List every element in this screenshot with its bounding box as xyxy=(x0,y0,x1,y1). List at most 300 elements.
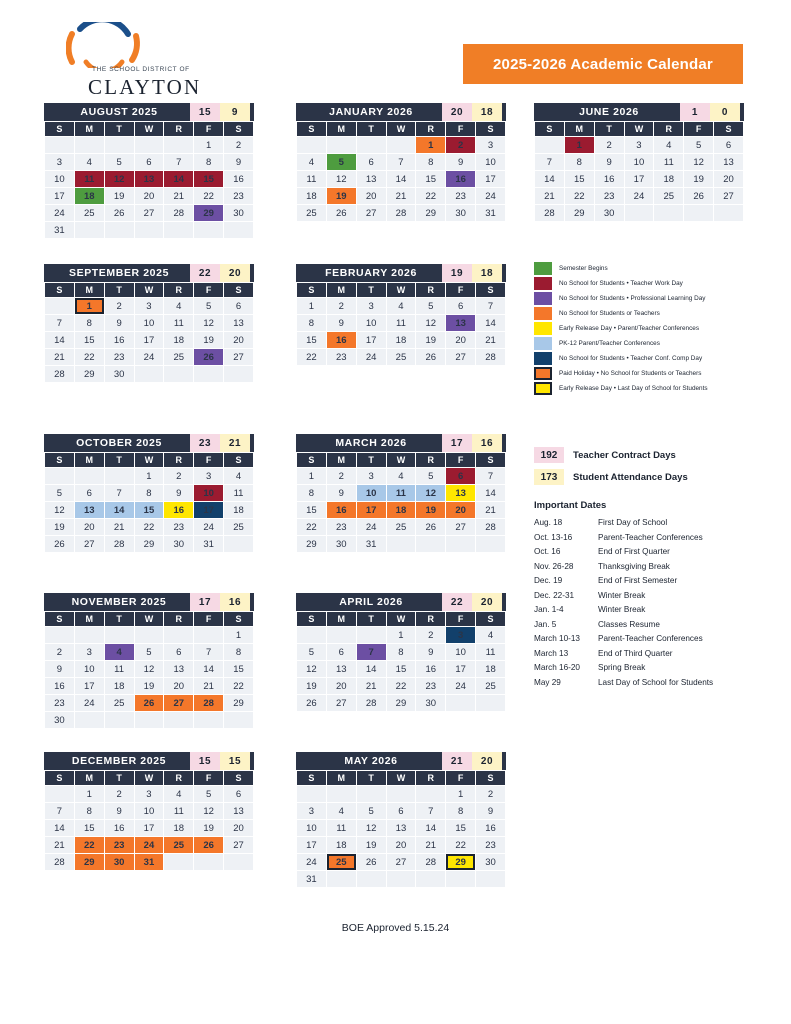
day-cell: 17 xyxy=(356,502,386,519)
weekday-header: T xyxy=(356,283,386,298)
day-cell: 22 xyxy=(74,349,104,366)
day-cell: 22 xyxy=(386,678,416,695)
month-block xyxy=(44,103,254,239)
weekday-header: R xyxy=(416,122,446,137)
week-row xyxy=(297,644,506,661)
day-cell: 2 xyxy=(476,786,506,803)
weekday-header: F xyxy=(446,122,476,137)
day-cell: 31 xyxy=(134,854,164,871)
month-header xyxy=(44,264,254,282)
student-days-count: 20 xyxy=(220,264,250,282)
month-name: FEBRUARY 2026 xyxy=(325,267,417,279)
day-cell: 14 xyxy=(194,661,224,678)
weekday-header: R xyxy=(164,283,194,298)
day-cell: 19 xyxy=(104,188,134,205)
empty-day-cell xyxy=(714,205,744,222)
weekday-header: T xyxy=(104,771,134,786)
empty-day-cell xyxy=(326,137,356,154)
month-header xyxy=(44,103,254,121)
legend-color-swatch xyxy=(534,262,552,275)
page-title: 2025-2026 Academic Calendar xyxy=(493,55,713,73)
day-cell: 23 xyxy=(45,695,75,712)
week-row xyxy=(297,332,506,349)
month-header xyxy=(44,434,254,452)
day-counts xyxy=(534,447,749,491)
day-cell: 23 xyxy=(476,837,506,854)
day-cell: 25 xyxy=(164,837,194,854)
month-table xyxy=(296,611,506,712)
weekday-header: S xyxy=(476,612,506,627)
day-cell: 20 xyxy=(74,519,104,536)
month-table xyxy=(44,121,254,239)
day-cell: 12 xyxy=(194,315,224,332)
weekday-header: T xyxy=(356,612,386,627)
day-cell: 2 xyxy=(326,468,356,485)
day-cell: 1 xyxy=(564,137,594,154)
day-cell: 26 xyxy=(684,188,714,205)
day-cell: 19 xyxy=(194,820,224,837)
empty-day-cell xyxy=(134,712,164,729)
day-cell: 15 xyxy=(134,502,164,519)
important-date-description: Winter Break xyxy=(598,605,646,615)
day-cell: 23 xyxy=(224,188,254,205)
day-cell: 2 xyxy=(594,137,624,154)
day-cell: 5 xyxy=(194,786,224,803)
week-row xyxy=(297,468,506,485)
student-days-count: 18 xyxy=(472,264,502,282)
day-cell: 29 xyxy=(74,854,104,871)
important-date-label: Nov. 26-28 xyxy=(534,561,574,571)
weekday-header: R xyxy=(164,612,194,627)
month-table xyxy=(44,611,254,729)
day-cell: 30 xyxy=(164,536,194,553)
day-cell: 19 xyxy=(45,519,75,536)
empty-day-cell xyxy=(386,786,416,803)
day-cell: 6 xyxy=(134,154,164,171)
day-cell: 11 xyxy=(164,315,194,332)
day-cell: 2 xyxy=(446,137,476,154)
day-cell: 25 xyxy=(224,519,254,536)
day-cell: 10 xyxy=(134,315,164,332)
month-name: AUGUST 2025 xyxy=(80,106,158,118)
empty-day-cell xyxy=(416,871,446,888)
month-header xyxy=(296,103,506,121)
month-name: SEPTEMBER 2025 xyxy=(68,267,170,279)
weekday-header: S xyxy=(714,122,744,137)
day-cell: 20 xyxy=(386,837,416,854)
empty-day-cell xyxy=(74,222,104,239)
day-cell: 4 xyxy=(476,627,506,644)
day-cell: 29 xyxy=(386,695,416,712)
day-cell: 20 xyxy=(164,678,194,695)
day-cell: 17 xyxy=(45,188,75,205)
weekday-header: M xyxy=(74,771,104,786)
weekday-header: S xyxy=(224,122,254,137)
empty-day-cell xyxy=(326,786,356,803)
empty-day-cell xyxy=(416,536,446,553)
important-date-label: Oct. 13-16 xyxy=(534,532,573,542)
day-cell: 15 xyxy=(297,332,327,349)
day-cell: 5 xyxy=(134,644,164,661)
day-cell: 31 xyxy=(194,536,224,553)
day-cell: 12 xyxy=(326,171,356,188)
month-block xyxy=(296,752,506,888)
legend-label: No School for Students • Teacher Conf. Comp Day xyxy=(559,354,703,362)
important-date-row xyxy=(534,649,764,658)
day-cell: 23 xyxy=(104,349,134,366)
day-cell: 7 xyxy=(416,803,446,820)
weekday-header: R xyxy=(654,122,684,137)
empty-day-cell xyxy=(45,137,75,154)
day-cell: 17 xyxy=(297,837,327,854)
empty-day-cell xyxy=(476,536,506,553)
district-logo xyxy=(44,22,224,99)
day-cell: 21 xyxy=(45,837,75,854)
logo-wordmark: CLAYTON xyxy=(88,75,202,99)
day-cell: 7 xyxy=(476,468,506,485)
day-cell: 13 xyxy=(446,485,476,502)
day-cell: 16 xyxy=(104,820,134,837)
week-row xyxy=(45,222,254,239)
legend-color-swatch xyxy=(534,292,552,305)
day-cell: 20 xyxy=(356,188,386,205)
day-cell: 29 xyxy=(446,854,476,871)
day-cell: 22 xyxy=(224,678,254,695)
day-cell: 18 xyxy=(386,332,416,349)
week-row xyxy=(45,644,254,661)
day-cell: 14 xyxy=(164,171,194,188)
day-cell: 20 xyxy=(446,332,476,349)
footer-note: BOE Approved 5.15.24 xyxy=(341,922,450,934)
weekday-header: W xyxy=(386,453,416,468)
day-cell: 25 xyxy=(386,349,416,366)
day-cell: 13 xyxy=(134,171,164,188)
day-cell: 18 xyxy=(74,188,104,205)
day-cell: 28 xyxy=(194,695,224,712)
day-cell: 28 xyxy=(45,366,75,383)
important-date-description: Thanksgiving Break xyxy=(598,561,670,571)
day-cell: 2 xyxy=(164,468,194,485)
weekday-header: M xyxy=(326,122,356,137)
weekday-header: S xyxy=(224,453,254,468)
weekday-header: M xyxy=(74,283,104,298)
day-cell: 19 xyxy=(134,678,164,695)
day-cell: 28 xyxy=(386,205,416,222)
day-cell: 30 xyxy=(224,205,254,222)
day-cell: 3 xyxy=(356,468,386,485)
day-cell: 8 xyxy=(297,315,327,332)
day-cell: 26 xyxy=(416,519,446,536)
day-cell: 7 xyxy=(476,298,506,315)
week-row xyxy=(297,315,506,332)
day-cell: 22 xyxy=(416,188,446,205)
important-dates xyxy=(534,500,764,692)
day-cell: 21 xyxy=(476,332,506,349)
count-label: Teacher Contract Days xyxy=(573,449,676,461)
day-cell: 11 xyxy=(386,315,416,332)
day-cell: 18 xyxy=(476,661,506,678)
weekday-header: W xyxy=(386,283,416,298)
week-row xyxy=(45,349,254,366)
day-cell: 14 xyxy=(416,820,446,837)
month-table xyxy=(296,452,506,553)
weekday-header: R xyxy=(416,771,446,786)
week-row xyxy=(297,154,506,171)
week-row xyxy=(45,536,254,553)
day-cell: 16 xyxy=(326,502,356,519)
weekday-header: F xyxy=(446,283,476,298)
day-cell: 6 xyxy=(386,803,416,820)
day-cell: 4 xyxy=(386,298,416,315)
month-block xyxy=(44,593,254,729)
empty-day-cell xyxy=(164,366,194,383)
day-cell: 21 xyxy=(386,188,416,205)
day-cell: 9 xyxy=(164,485,194,502)
day-cell: 16 xyxy=(164,502,194,519)
weekday-header: F xyxy=(194,122,224,137)
day-cell: 27 xyxy=(446,519,476,536)
day-cell: 30 xyxy=(104,854,134,871)
day-cell: 30 xyxy=(326,536,356,553)
day-cell: 7 xyxy=(45,315,75,332)
empty-day-cell xyxy=(224,712,254,729)
month-table xyxy=(296,282,506,366)
month-name: JANUARY 2026 xyxy=(329,106,413,118)
day-cell: 13 xyxy=(224,315,254,332)
important-date-description: End of Third Quarter xyxy=(598,648,673,658)
day-cell: 20 xyxy=(326,678,356,695)
day-cell: 8 xyxy=(194,154,224,171)
day-cell: 6 xyxy=(164,644,194,661)
weekday-header: T xyxy=(104,283,134,298)
day-cell: 3 xyxy=(297,803,327,820)
day-cell: 18 xyxy=(224,502,254,519)
empty-day-cell xyxy=(74,468,104,485)
day-cell: 12 xyxy=(194,803,224,820)
day-cell: 13 xyxy=(386,820,416,837)
empty-day-cell xyxy=(224,854,254,871)
empty-day-cell xyxy=(684,205,714,222)
day-cell: 1 xyxy=(297,298,327,315)
empty-day-cell xyxy=(446,536,476,553)
legend-row xyxy=(534,337,749,350)
empty-day-cell xyxy=(45,786,75,803)
day-cell: 29 xyxy=(416,205,446,222)
day-cell: 26 xyxy=(45,536,75,553)
day-cell: 2 xyxy=(416,627,446,644)
day-cell: 21 xyxy=(164,188,194,205)
day-cell: 1 xyxy=(446,786,476,803)
day-cell: 19 xyxy=(416,332,446,349)
day-cell: 29 xyxy=(297,536,327,553)
teacher-days-count: 21 xyxy=(442,752,472,770)
week-row xyxy=(297,349,506,366)
day-cell: 17 xyxy=(476,171,506,188)
week-row xyxy=(297,485,506,502)
student-days-count: 20 xyxy=(472,752,502,770)
month-table xyxy=(44,282,254,383)
logo-arc-icon xyxy=(66,22,142,68)
weekday-header: F xyxy=(194,771,224,786)
day-cell: 12 xyxy=(297,661,327,678)
important-date-label: Dec. 22-31 xyxy=(534,590,575,600)
important-date-row xyxy=(534,678,764,687)
weekday-header: M xyxy=(326,771,356,786)
empty-day-cell xyxy=(356,627,386,644)
day-cell: 22 xyxy=(74,837,104,854)
day-cell: 14 xyxy=(45,820,75,837)
day-cell: 15 xyxy=(416,171,446,188)
legend-label: Early Release Day • Parent/Teacher Conferences xyxy=(559,324,700,332)
day-cell: 16 xyxy=(224,171,254,188)
day-cell: 5 xyxy=(104,154,134,171)
month-table xyxy=(296,121,506,222)
empty-day-cell xyxy=(74,627,104,644)
day-cell: 13 xyxy=(164,661,194,678)
teacher-days-count: 15 xyxy=(190,752,220,770)
day-cell: 24 xyxy=(356,519,386,536)
day-cell: 5 xyxy=(297,644,327,661)
day-cell: 9 xyxy=(476,803,506,820)
week-row xyxy=(45,695,254,712)
empty-day-cell xyxy=(104,627,134,644)
legend xyxy=(534,262,749,397)
count-value: 173 xyxy=(534,469,564,485)
day-cell: 27 xyxy=(224,349,254,366)
day-cell: 1 xyxy=(416,137,446,154)
week-row xyxy=(45,366,254,383)
day-cell: 3 xyxy=(134,786,164,803)
weekday-header: S xyxy=(297,453,327,468)
day-cell: 24 xyxy=(297,854,327,871)
week-row xyxy=(535,188,744,205)
day-cell: 5 xyxy=(416,298,446,315)
month-block xyxy=(296,593,506,712)
empty-day-cell xyxy=(134,222,164,239)
day-cell: 11 xyxy=(164,803,194,820)
empty-day-cell xyxy=(386,137,416,154)
important-date-label: March 10-13 xyxy=(534,634,580,644)
weekday-header: F xyxy=(194,453,224,468)
calendar-title-bar xyxy=(463,44,743,84)
weekday-header: F xyxy=(446,771,476,786)
day-cell: 26 xyxy=(356,854,386,871)
count-row xyxy=(534,469,749,485)
student-days-count: 0 xyxy=(710,103,740,121)
day-cell: 1 xyxy=(194,137,224,154)
week-row xyxy=(297,171,506,188)
day-cell: 3 xyxy=(624,137,654,154)
month-table xyxy=(296,770,506,888)
week-row xyxy=(297,137,506,154)
weekday-header: T xyxy=(356,453,386,468)
day-cell: 4 xyxy=(326,803,356,820)
day-cell: 11 xyxy=(476,644,506,661)
day-cell: 26 xyxy=(134,695,164,712)
day-cell: 3 xyxy=(74,644,104,661)
legend-row xyxy=(534,367,749,380)
day-cell: 25 xyxy=(164,349,194,366)
day-cell: 4 xyxy=(297,154,327,171)
day-cell: 16 xyxy=(446,171,476,188)
day-cell: 25 xyxy=(476,678,506,695)
day-cell: 26 xyxy=(326,205,356,222)
day-cell: 1 xyxy=(74,786,104,803)
day-cell: 3 xyxy=(45,154,75,171)
student-days-count: 16 xyxy=(472,434,502,452)
day-cell: 24 xyxy=(134,837,164,854)
day-cell: 4 xyxy=(164,786,194,803)
important-date-description: Last Day of School for Students xyxy=(598,677,714,687)
empty-day-cell xyxy=(476,695,506,712)
important-date-row xyxy=(534,663,764,672)
day-cell: 18 xyxy=(164,332,194,349)
day-cell: 7 xyxy=(356,644,386,661)
legend-row xyxy=(534,262,749,275)
day-cell: 12 xyxy=(356,820,386,837)
day-cell: 1 xyxy=(224,627,254,644)
day-cell: 13 xyxy=(446,315,476,332)
day-cell: 11 xyxy=(74,171,104,188)
empty-day-cell xyxy=(134,137,164,154)
week-row xyxy=(45,485,254,502)
legend-label: No School for Students • Professional Learning Day xyxy=(559,294,706,302)
empty-day-cell xyxy=(194,712,224,729)
weekday-header: F xyxy=(446,612,476,627)
important-date-description: End of First Quarter xyxy=(598,547,670,557)
day-cell: 24 xyxy=(624,188,654,205)
week-row xyxy=(535,154,744,171)
important-date-row xyxy=(534,620,764,629)
day-cell: 5 xyxy=(416,468,446,485)
day-cell: 30 xyxy=(104,366,134,383)
day-cell: 15 xyxy=(224,661,254,678)
day-cell: 24 xyxy=(476,188,506,205)
day-cell: 12 xyxy=(416,485,446,502)
month-header xyxy=(296,752,506,770)
empty-day-cell xyxy=(134,366,164,383)
day-cell: 18 xyxy=(654,171,684,188)
day-cell: 19 xyxy=(326,188,356,205)
day-cell: 23 xyxy=(594,188,624,205)
day-cell: 27 xyxy=(134,205,164,222)
empty-day-cell xyxy=(194,627,224,644)
day-cell: 14 xyxy=(104,502,134,519)
legend-row xyxy=(534,382,749,395)
empty-day-cell xyxy=(326,871,356,888)
day-cell: 29 xyxy=(194,205,224,222)
day-cell: 10 xyxy=(297,820,327,837)
weekday-header: M xyxy=(74,122,104,137)
important-date-description: End of First Semester xyxy=(598,576,678,586)
day-cell: 8 xyxy=(74,315,104,332)
empty-day-cell xyxy=(446,871,476,888)
day-cell: 28 xyxy=(416,854,446,871)
day-cell: 27 xyxy=(74,536,104,553)
day-cell: 10 xyxy=(476,154,506,171)
day-cell: 10 xyxy=(134,803,164,820)
day-cell: 26 xyxy=(416,349,446,366)
weekday-header: R xyxy=(164,771,194,786)
day-cell: 25 xyxy=(654,188,684,205)
day-cell: 12 xyxy=(134,661,164,678)
day-cell: 2 xyxy=(104,298,134,315)
weekday-header: R xyxy=(416,612,446,627)
week-row xyxy=(45,298,254,315)
week-row xyxy=(45,171,254,188)
weekday-header: T xyxy=(104,122,134,137)
day-cell: 25 xyxy=(74,205,104,222)
